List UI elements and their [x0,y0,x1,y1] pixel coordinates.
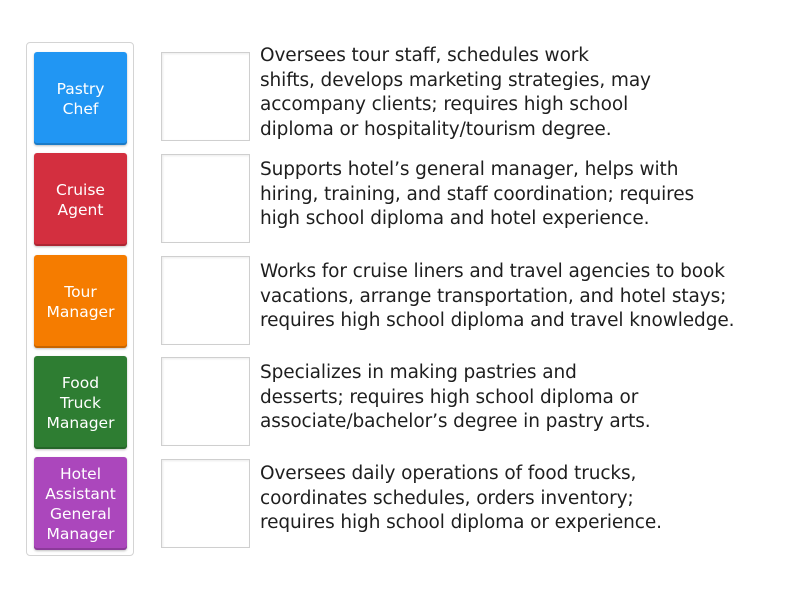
tile-tour-manager[interactable] [34,255,127,348]
tile-pastry-chef[interactable] [34,52,127,145]
description-1: Oversees tour staff, schedules work shifts, develops marketing strategies, may accompany clients; requires high school diploma or hospitality/tourism degree. [260,45,651,140]
description-3: Works for cruise liners and travel agencies to book vacations, arrange transportation, and hotel stays; requires high school diploma and travel knowledge. [260,261,735,331]
tile-hotel-assistant-general-manager[interactable] [34,457,127,550]
tile-label: Pastry Chef [56,79,105,118]
drop-slot-4[interactable] [161,357,250,446]
description-5: Oversees daily operations of food trucks, coordinates schedules, orders inventory; requires high school diploma or experience. [260,463,662,533]
answer-tile-panel [26,42,134,556]
tile-label: Tour Manager [46,282,115,321]
tile-label: Hotel Assistant General Manager [45,464,116,543]
tile-cruise-agent[interactable] [34,153,127,246]
tile-label: Cruise Agent [56,180,105,219]
drop-slot-2[interactable] [161,154,250,243]
drop-slot-3[interactable] [161,256,250,345]
drop-slot-1[interactable] [161,52,250,141]
description-4: Specializes in making pastries and desserts; requires high school diploma or associate/bachelor’s degree in pastry arts. [260,362,651,432]
drop-slot-5[interactable] [161,459,250,548]
tile-food-truck-manager[interactable] [34,356,127,449]
tile-label: Food Truck Manager [46,373,115,432]
description-2: Supports hotel’s general manager, helps with hiring, training, and staff coordination; requires high school diploma and hotel experience. [260,159,695,229]
